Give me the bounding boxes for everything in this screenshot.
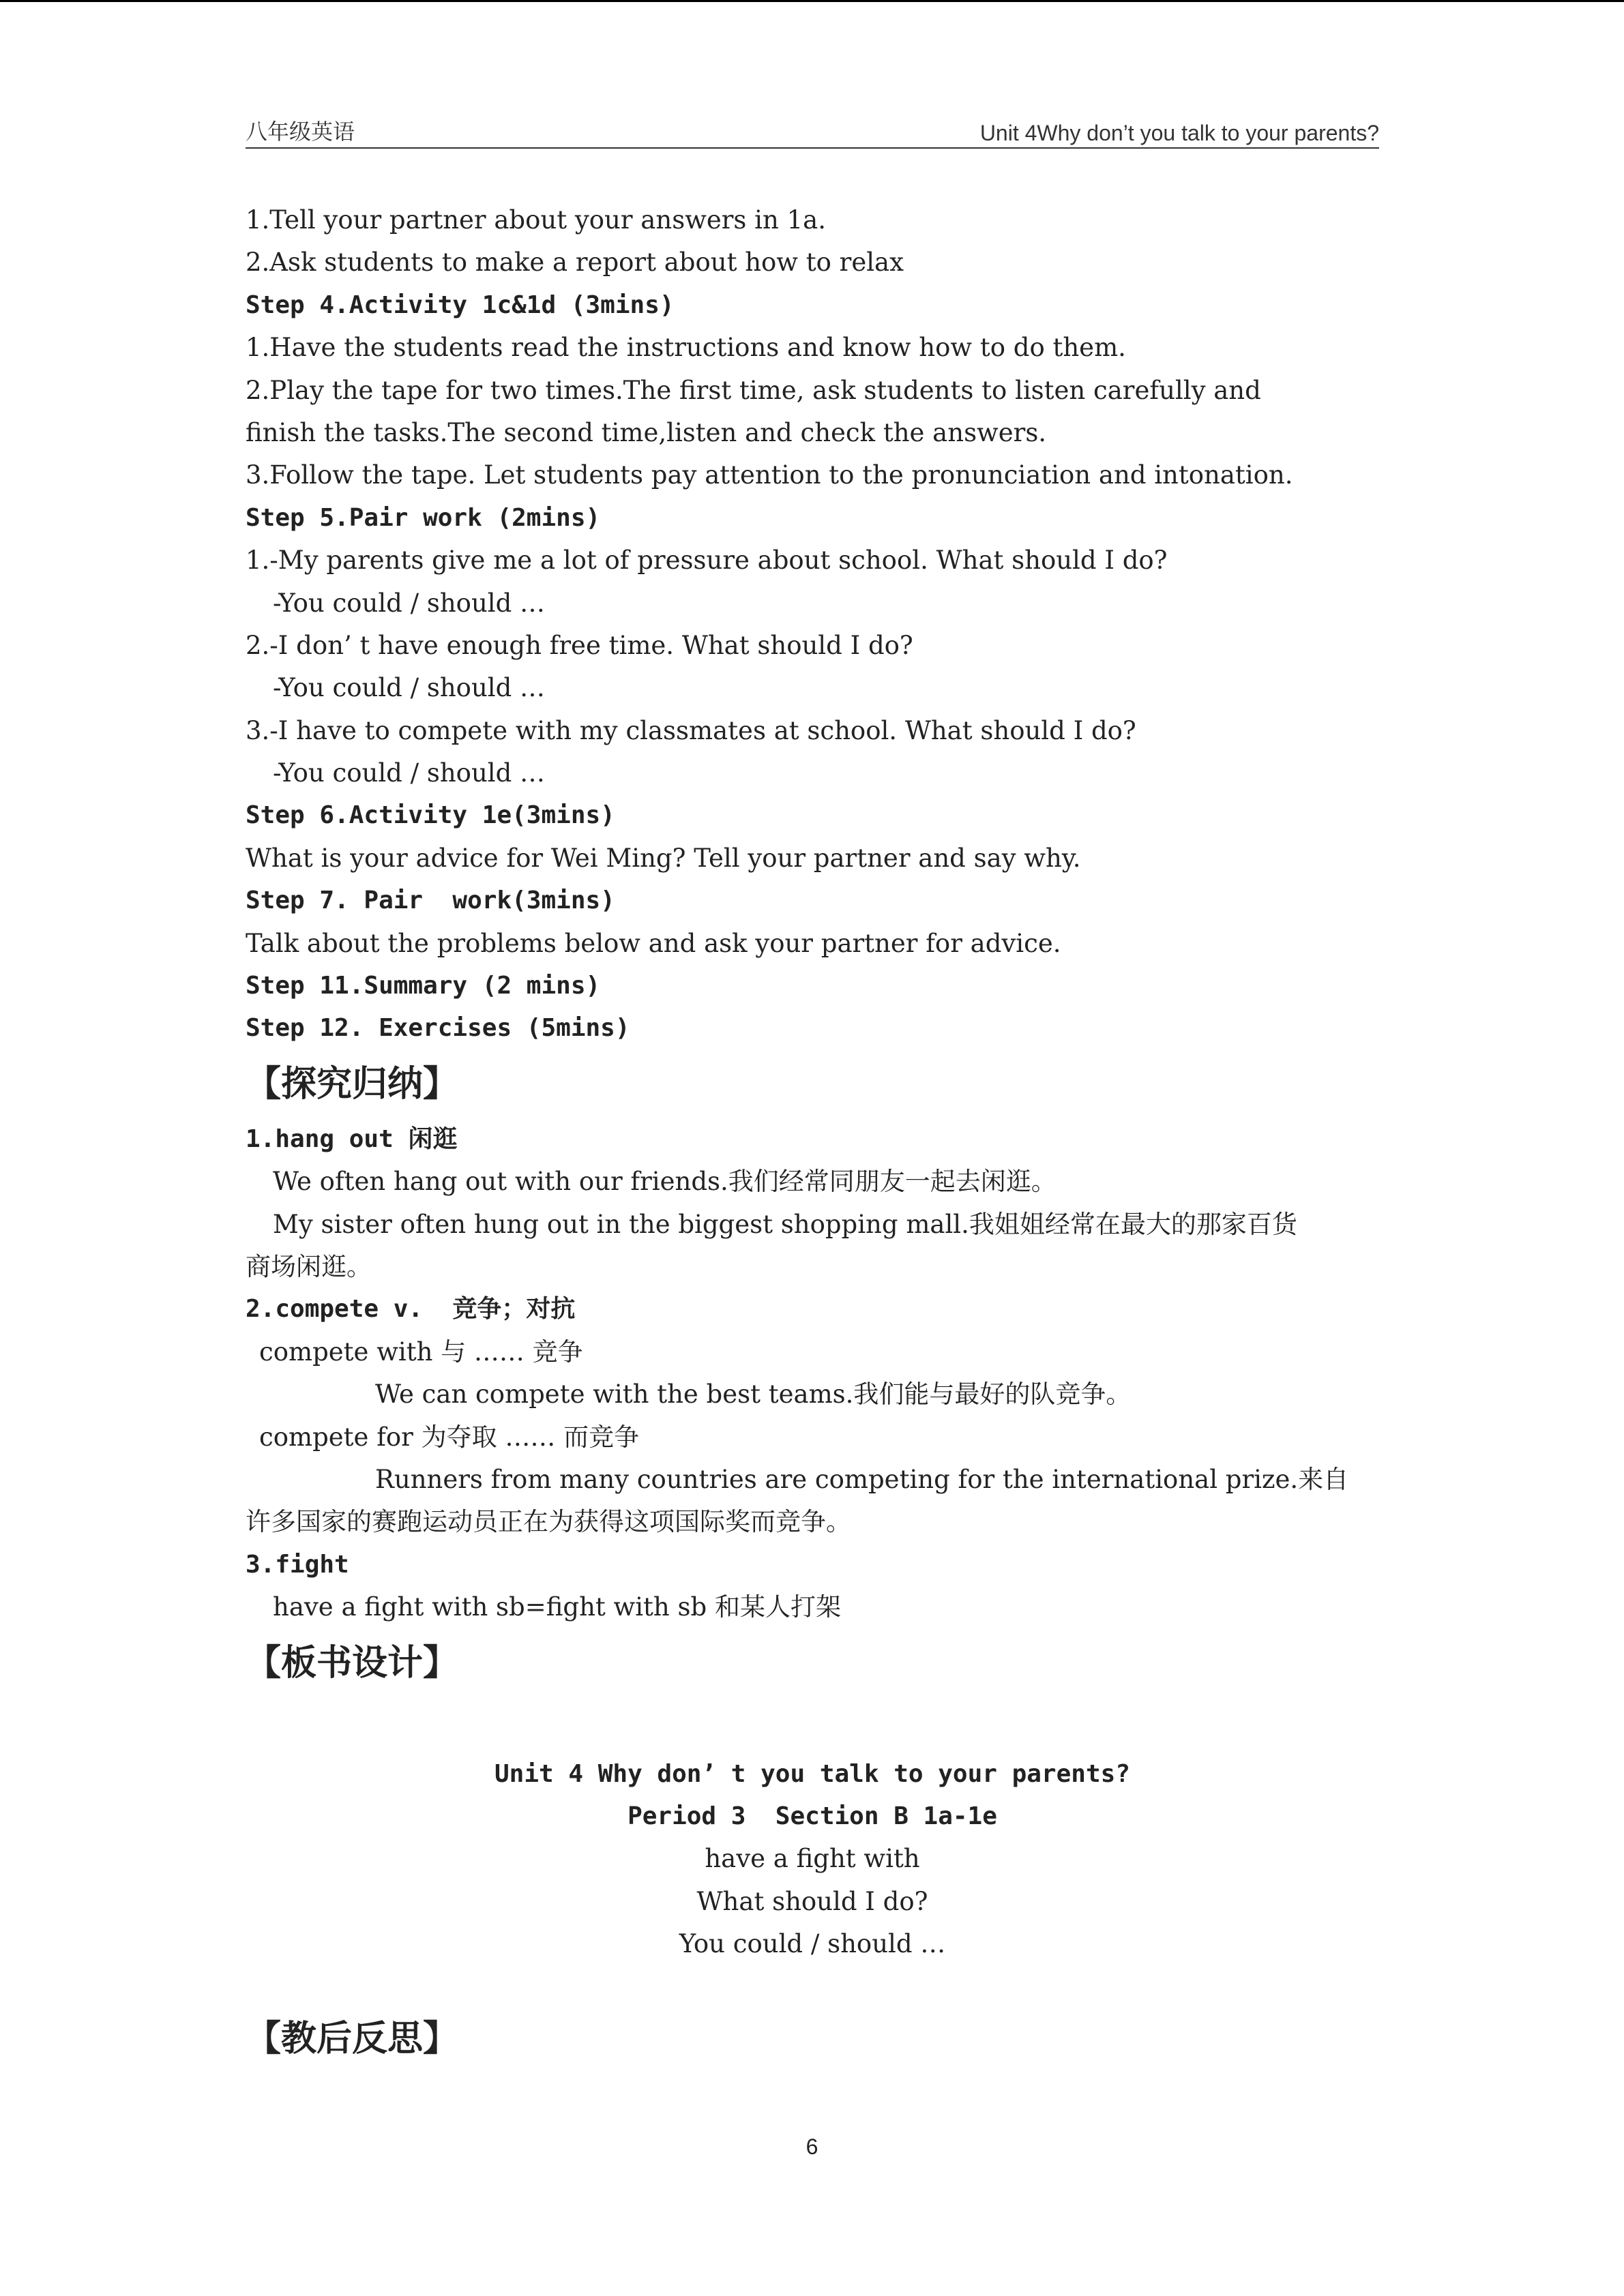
step-line: -You could / should …	[273, 758, 546, 788]
note-line: compete for 为夺取 …… 而竞争	[259, 1422, 640, 1452]
step-line: 2.-I don’ t have enough free time. What should I do?	[246, 630, 913, 660]
step-line: 1.Have the students read the instructions and know how to do them.	[246, 333, 1126, 363]
note-line: We can compete with the best teams.我们能与最好的队竞争。	[375, 1380, 1132, 1410]
step-line: 3.Follow the tape. Let students pay attention to the pronunciation and intonation.	[246, 460, 1293, 490]
note-line: compete with 与 …… 竞争	[259, 1337, 583, 1367]
spacer	[246, 1965, 1379, 2005]
board-line: have a fight with	[705, 1844, 920, 1874]
step-line: What is your advice for Wei Ming? Tell your partner and say why.	[246, 843, 1081, 873]
step-line: -You could / should …	[273, 588, 546, 618]
lesson-content	[246, 199, 1379, 2073]
step-line: 2.Ask students to make a report about how to relax	[246, 248, 904, 278]
spacer	[246, 1697, 1379, 1753]
note-heading: 1.hang out 闲逛	[246, 1124, 458, 1153]
step-line: 3.-I have to compete with my classmates at school. What should I do?	[246, 715, 1136, 745]
explore-notes	[246, 1118, 1379, 1629]
step-line: -You could / should …	[273, 673, 546, 703]
header-unit-title: Unit 4Why don’t you talk to your parents?	[979, 121, 1379, 145]
board-line: What should I do?	[696, 1886, 928, 1916]
note-line: 许多国家的赛跑运动员正在为获得这项国际奖而竞争。	[246, 1507, 851, 1537]
note-line: My sister often hung out in the biggest shopping mall.我姐姐经常在最大的那家百货	[273, 1209, 1297, 1239]
note-heading: 2.compete v. 竞争；对抗	[246, 1295, 576, 1324]
step-heading: Step 4.Activity 1c&1d (3mins)	[246, 290, 675, 319]
page-header	[246, 117, 1379, 149]
note-line: We often hang out with our friends.我们经常同朋友一起去闲逛。	[273, 1167, 1057, 1197]
board-heading: Period 3 Section B 1a-1e	[628, 1802, 997, 1830]
page-top-border	[0, 0, 1624, 2]
note-line: 商场闲逛。	[246, 1251, 372, 1281]
teaching-steps	[246, 199, 1379, 1050]
board-heading: Unit 4 Why don’ t you talk to your parents?	[494, 1759, 1130, 1788]
section-heading-explore: 【探究归纳】	[246, 1063, 459, 1105]
step-line: Talk about the problems below and ask your partner for advice.	[246, 928, 1061, 958]
section-heading-board: 【板书设计】	[246, 1642, 459, 1684]
step-line: 1.Tell your partner about your answers in 1a.	[246, 205, 826, 235]
note-heading: 3.fight	[246, 1550, 349, 1579]
step-line: 2.Play the tape for two times.The first time, ask students to listen carefully and	[246, 375, 1261, 405]
note-line: Runners from many countries are competing for the international prize.来自	[375, 1464, 1349, 1494]
board-line: You could / should …	[679, 1929, 946, 1959]
step-heading: Step 6.Activity 1e(3mins)	[246, 801, 615, 830]
section-heading-reflection: 【教后反思】	[246, 2018, 459, 2060]
board-design	[246, 1753, 1379, 1966]
step-heading: Step 12. Exercises (5mins)	[246, 1014, 630, 1043]
step-line: 1.-My parents give me a lot of pressure about school. What should I do?	[246, 546, 1168, 576]
note-line: have a fight with sb=fight with sb 和某人打架	[273, 1592, 841, 1622]
step-heading: Step 7. Pair work(3mins)	[246, 886, 615, 915]
step-heading: Step 5.Pair work (2mins)	[246, 503, 601, 532]
step-heading: Step 11.Summary (2 mins)	[246, 972, 601, 1000]
step-line: finish the tasks.The second time,listen and check the answers.	[246, 417, 1047, 447]
header-subject: 八年级英语	[246, 119, 355, 144]
page-number: 6	[806, 2134, 818, 2159]
